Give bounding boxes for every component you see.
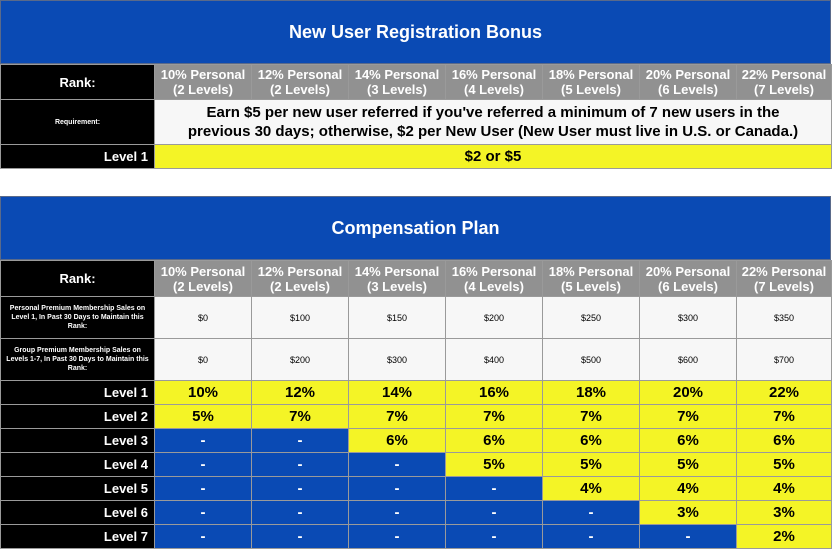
level-percent-cell: -: [155, 429, 252, 453]
level-percent-cell: -: [446, 525, 543, 549]
rank-label: Rank:: [1, 65, 155, 100]
rank-header: 22% Personal (7 Levels): [737, 261, 832, 297]
requirement-text: Earn $5 per new user referred if you've referred a minimum of 7 new users in the previous 30 days; otherwise, $2 per New User (New User must live in U.S. or Canada.): [155, 100, 832, 145]
level-label: Level 2: [1, 405, 155, 429]
rank-header: 14% Personal (3 Levels): [349, 65, 446, 100]
level-percent-cell: 4%: [737, 477, 832, 501]
level-row: [1, 501, 832, 525]
level-percent-cell: 4%: [543, 477, 640, 501]
level-percent-cell: -: [349, 477, 446, 501]
registration-table: [0, 64, 832, 169]
level-label: Level 5: [1, 477, 155, 501]
level-percent-cell: 6%: [349, 429, 446, 453]
level-percent-cell: 3%: [737, 501, 832, 525]
level-percent-cell: 7%: [252, 405, 349, 429]
level-percent-cell: -: [252, 501, 349, 525]
level-label: Level 1: [1, 145, 155, 169]
level-percent-cell: 4%: [640, 477, 737, 501]
level-percent-cell: 6%: [543, 429, 640, 453]
personal-sales-value: $150: [349, 297, 446, 339]
level-row: [1, 525, 832, 549]
personal-sales-value: $250: [543, 297, 640, 339]
registration-title: New User Registration Bonus: [0, 0, 831, 64]
group-sales-value: $0: [155, 339, 252, 381]
level-percent-cell: -: [349, 501, 446, 525]
level-row: [1, 429, 832, 453]
level-percent-cell: -: [252, 453, 349, 477]
personal-sales-value: $200: [446, 297, 543, 339]
level-percent-cell: -: [446, 477, 543, 501]
rank-header: 12% Personal (2 Levels): [252, 65, 349, 100]
group-sales-value: $200: [252, 339, 349, 381]
group-sales-value: $600: [640, 339, 737, 381]
level-percent-cell: 22%: [737, 381, 832, 405]
level-percent-cell: 5%: [543, 453, 640, 477]
rank-header: 12% Personal (2 Levels): [252, 261, 349, 297]
level-percent-cell: 6%: [640, 429, 737, 453]
compensation-rank-row: [1, 261, 832, 297]
compensation-title: Compensation Plan: [0, 196, 831, 260]
level-percent-cell: 14%: [349, 381, 446, 405]
level-percent-cell: 7%: [446, 405, 543, 429]
level-percent-cell: -: [155, 477, 252, 501]
level-percent-cell: 18%: [543, 381, 640, 405]
level-percent-cell: 7%: [349, 405, 446, 429]
level-percent-cell: -: [543, 501, 640, 525]
group-sales-label: Group Premium Membership Sales on Levels 1-7, In Past 30 Days to Maintain this Rank:: [1, 339, 155, 381]
group-sales-value: $400: [446, 339, 543, 381]
level1-bonus-value: $2 or $5: [155, 145, 832, 169]
registration-level-row: [1, 145, 832, 169]
level-percent-cell: 5%: [155, 405, 252, 429]
rank-header: 16% Personal (4 Levels): [446, 261, 543, 297]
personal-sales-value: $100: [252, 297, 349, 339]
group-sales-value: $300: [349, 339, 446, 381]
requirement-label: Requirement:: [1, 100, 155, 145]
level-label: Level 6: [1, 501, 155, 525]
level-percent-cell: 7%: [737, 405, 832, 429]
rank-header: 14% Personal (3 Levels): [349, 261, 446, 297]
level-percent-cell: -: [252, 477, 349, 501]
personal-sales-value: $0: [155, 297, 252, 339]
level-rows: [1, 381, 832, 549]
level-percent-cell: -: [252, 525, 349, 549]
level-row: [1, 381, 832, 405]
level-label: Level 1: [1, 381, 155, 405]
level-percent-cell: -: [252, 429, 349, 453]
level-percent-cell: 5%: [640, 453, 737, 477]
group-sales-row: [1, 339, 832, 381]
level-percent-cell: 7%: [640, 405, 737, 429]
rank-header: 20% Personal (6 Levels): [640, 65, 737, 100]
level-percent-cell: -: [543, 525, 640, 549]
level-percent-cell: 6%: [737, 429, 832, 453]
personal-sales-label: Personal Premium Membership Sales on Level 1, In Past 30 Days to Maintain this Rank:: [1, 297, 155, 339]
rank-header: 22% Personal (7 Levels): [737, 65, 832, 100]
rank-header: 16% Personal (4 Levels): [446, 65, 543, 100]
rank-header: 18% Personal (5 Levels): [543, 65, 640, 100]
level-percent-cell: -: [349, 453, 446, 477]
level-label: Level 4: [1, 453, 155, 477]
level-percent-cell: 5%: [737, 453, 832, 477]
level-percent-cell: 6%: [446, 429, 543, 453]
level-percent-cell: -: [446, 501, 543, 525]
level-percent-cell: 20%: [640, 381, 737, 405]
personal-sales-value: $300: [640, 297, 737, 339]
rank-header: 10% Personal (2 Levels): [155, 65, 252, 100]
rank-header: 20% Personal (6 Levels): [640, 261, 737, 297]
level-percent-cell: -: [349, 525, 446, 549]
level-percent-cell: -: [640, 525, 737, 549]
level-percent-cell: -: [155, 525, 252, 549]
level-row: [1, 405, 832, 429]
rank-header: 18% Personal (5 Levels): [543, 261, 640, 297]
level-percent-cell: 12%: [252, 381, 349, 405]
requirement-row: [1, 100, 832, 145]
level-label: Level 3: [1, 429, 155, 453]
rank-label: Rank:: [1, 261, 155, 297]
level-row: [1, 453, 832, 477]
personal-sales-row: [1, 297, 832, 339]
level-percent-cell: 3%: [640, 501, 737, 525]
level-row: [1, 477, 832, 501]
level-percent-cell: -: [155, 501, 252, 525]
level-percent-cell: -: [155, 453, 252, 477]
level-percent-cell: 7%: [543, 405, 640, 429]
group-sales-value: $700: [737, 339, 832, 381]
rank-header: 10% Personal (2 Levels): [155, 261, 252, 297]
level-percent-cell: 10%: [155, 381, 252, 405]
group-sales-value: $500: [543, 339, 640, 381]
compensation-table: [0, 260, 832, 549]
level-percent-cell: 5%: [446, 453, 543, 477]
level-percent-cell: 2%: [737, 525, 832, 549]
registration-rank-row: [1, 65, 832, 100]
level-percent-cell: 16%: [446, 381, 543, 405]
personal-sales-value: $350: [737, 297, 832, 339]
level-label: Level 7: [1, 525, 155, 549]
